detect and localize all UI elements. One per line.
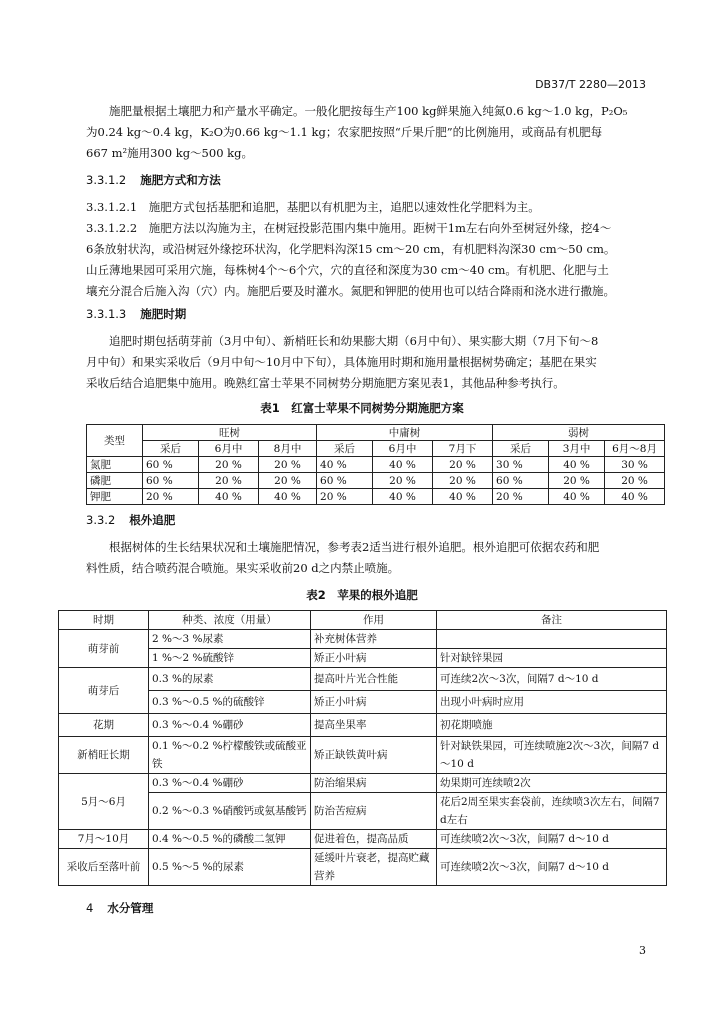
effect-cell: 矫正小叶病 xyxy=(311,649,437,668)
note-cell: 可连续2次～3次，间隔7 d～10 d xyxy=(437,668,667,691)
subheader-cell: 6月～8月 xyxy=(605,441,665,457)
page-number: 3 xyxy=(639,944,646,957)
effect-cell: 矫正小叶病 xyxy=(311,691,437,714)
kind-cell: 2 %～3 %尿素 xyxy=(149,630,311,649)
table-row xyxy=(59,668,667,691)
table-cell: 20 % xyxy=(433,473,493,489)
period-cell: 萌芽后 xyxy=(59,668,149,714)
table-row xyxy=(59,737,667,774)
clause-3-3-1-2-1 xyxy=(86,197,664,218)
kind-cell: 0.3 %～0.5 %的硫酸锌 xyxy=(149,691,311,714)
type-header: 类型 xyxy=(87,425,143,457)
para-line: 施肥量根据土壤肥力和产量水平确定。一般化肥按每生产100 kg鲜果施入纯氮0.6 kg～1.0 kg，P₂O₅ xyxy=(109,104,628,118)
table-row xyxy=(59,714,667,737)
period-cell: 花期 xyxy=(59,714,149,737)
table-cell: 20 % xyxy=(605,473,665,489)
effect-cell: 延缓叶片衰老，提高贮藏营养 xyxy=(311,849,437,886)
table-cell: 40 % xyxy=(433,489,493,505)
table-row xyxy=(87,457,665,473)
section-number: 3.3.1.2 xyxy=(86,173,127,187)
section-heading-3-3-2 xyxy=(86,512,175,528)
table-cell: 20 % xyxy=(143,489,199,505)
para-line: 山丘薄地果园可采用穴施，每株树4个～6个穴，穴的直径和深度为30 cm～40 cm。有机肥、化肥与土 xyxy=(86,263,609,277)
table-cell: 20 % xyxy=(199,457,259,473)
table-cell: 40 % xyxy=(549,457,605,473)
para-line: 壤充分混合后施入沟（穴）内。施肥后要及时灌水。氮肥和钾肥的使用也可以结合降雨和浇水进行撒施。 xyxy=(86,284,615,298)
note-cell: 花后2周至果实套袋前，连续喷3次左右，间隔7 d左右 xyxy=(437,793,667,830)
column-header: 时期 xyxy=(59,611,149,630)
table-cell: 60 % xyxy=(493,473,549,489)
kind-cell: 0.3 %～0.4 %硼砂 xyxy=(149,774,311,793)
effect-cell: 提高坐果率 xyxy=(311,714,437,737)
table-cell: 20 % xyxy=(259,473,317,489)
section-heading-3-3-1-2 xyxy=(86,172,221,188)
row-name: 磷肥 xyxy=(87,473,143,489)
period-cell: 萌芽前 xyxy=(59,630,149,668)
subheader-cell: 采后 xyxy=(493,441,549,457)
table-row xyxy=(59,691,667,714)
row-name: 氮肥 xyxy=(87,457,143,473)
section-title: 水分管理 xyxy=(107,901,154,915)
section-heading-4 xyxy=(86,900,153,916)
table-cell: 20 % xyxy=(199,473,259,489)
effect-cell: 防治苦痘病 xyxy=(311,793,437,830)
table-cell: 40 % xyxy=(549,489,605,505)
table-row xyxy=(59,774,667,793)
kind-cell: 0.3 %～0.4 %硼砂 xyxy=(149,714,311,737)
period-cell: 5月～6月 xyxy=(59,774,149,830)
table-cell: 30 % xyxy=(493,457,549,473)
section-number: 3.3.1.3 xyxy=(86,307,127,321)
table-cell: 40 % xyxy=(199,489,259,505)
foliar-fertilizer-table xyxy=(58,610,667,886)
table2-caption: 表2 苹果的根外追肥 xyxy=(306,588,418,602)
section-number: 4 xyxy=(86,901,94,915)
subheader-cell: 8月中 xyxy=(259,441,317,457)
subheader-cell: 采后 xyxy=(143,441,199,457)
table1-caption: 表1 红富士苹果不同树势分期施肥方案 xyxy=(260,401,464,415)
table-cell: 20 % xyxy=(373,473,433,489)
note-cell: 针对缺锌果园 xyxy=(437,649,667,668)
section-heading-3-3-1-3 xyxy=(86,306,186,322)
para-line: 为0.24 kg～0.4 kg，K₂O为0.66 kg～1.1 kg；农家肥按照“斤果斤肥”的比例施用，或商品有机肥每 xyxy=(86,125,603,139)
para-line: 根据树体的生长结果状况和土壤施肥情况，参考表2适当进行根外追肥。根外追肥可依据农药和肥 xyxy=(109,540,600,554)
table-row xyxy=(59,649,667,668)
table-row xyxy=(59,830,667,849)
para-line: 月中旬）和果实采收后（9月中旬～10月中下旬），具体施用时期和施用量根据树势确定；基肥在果实 xyxy=(86,355,597,369)
effect-cell: 补充树体营养 xyxy=(311,630,437,649)
group-header: 弱树 xyxy=(493,425,665,441)
para-line: 3.3.1.2.2 施肥方法以沟施为主，在树冠投影范围内集中施用。距树干1m左右向外至树冠外缘，挖4～ xyxy=(86,221,612,235)
subheader-cell: 3月中 xyxy=(549,441,605,457)
kind-cell: 0.4 %～0.5 %的磷酸二氢钾 xyxy=(149,830,311,849)
clause-3-3-1-2-2 xyxy=(86,218,664,302)
period-cell: 新梢旺长期 xyxy=(59,737,149,774)
table-cell: 20 % xyxy=(493,489,549,505)
period-cell: 采收后至落叶前 xyxy=(59,849,149,886)
section-title: 根外追肥 xyxy=(129,513,176,527)
para-line: 采收后结合追肥集中施用。晚熟红富士苹果不同树势分期施肥方案见表1，其他品种参考执行。 xyxy=(86,376,565,390)
period-cell: 7月～10月 xyxy=(59,830,149,849)
kind-cell: 1 %～2 %硫酸锌 xyxy=(149,649,311,668)
table-cell: 20 % xyxy=(549,473,605,489)
para-line: 料性质，结合喷药混合喷施。果实采收前20 d之内禁止喷施。 xyxy=(86,561,400,575)
fertilization-plan-table xyxy=(86,424,665,505)
para-line: 6条放射状沟，或沿树冠外缘挖环状沟，化学肥料沟深15 cm～20 cm，有机肥料沟深30 cm～50 cm。 xyxy=(86,242,616,256)
note-cell: 可连续喷2次～3次，间隔7 d～10 d xyxy=(437,849,667,886)
table-row xyxy=(87,489,665,505)
table-cell: 40 % xyxy=(317,457,373,473)
note-cell xyxy=(437,630,667,649)
column-header: 作用 xyxy=(311,611,437,630)
subheader-cell: 采后 xyxy=(317,441,373,457)
table-cell: 40 % xyxy=(373,457,433,473)
table-cell: 20 % xyxy=(317,489,373,505)
note-cell: 出现小叶病时应用 xyxy=(437,691,667,714)
fertilizing-period-paragraph xyxy=(86,331,664,394)
table-row xyxy=(59,630,667,649)
para-line: 追肥时期包括萌芽前（3月中旬）、新梢旺长和幼果膨大期（6月中旬）、果实膨大期（7月下旬～8 xyxy=(109,334,599,348)
subheader-cell: 6月中 xyxy=(199,441,259,457)
table-header-row xyxy=(59,611,667,630)
row-name: 钾肥 xyxy=(87,489,143,505)
group-header: 中庸树 xyxy=(317,425,493,441)
table-cell: 40 % xyxy=(605,489,665,505)
table-row xyxy=(59,849,667,886)
kind-cell: 0.2 %～0.3 %硝酸钙或氨基酸钙 xyxy=(149,793,311,830)
table-cell: 60 % xyxy=(143,473,199,489)
section-title: 施肥方式和方法 xyxy=(140,173,221,187)
section-title: 施肥时期 xyxy=(140,307,187,321)
table-cell: 30 % xyxy=(605,457,665,473)
effect-cell: 防治缩果病 xyxy=(311,774,437,793)
subheader-cell: 7月下 xyxy=(433,441,493,457)
kind-cell: 0.1 %～0.2 %柠檬酸铁或硫酸亚铁 xyxy=(149,737,311,774)
clause-text: 施肥方式包括基肥和追肥，基肥以有机肥为主，追肥以速效性化学肥料为主。 xyxy=(148,200,540,214)
table-cell: 60 % xyxy=(317,473,373,489)
subheader-cell: 6月中 xyxy=(373,441,433,457)
para-line: 667 m²施用300 kg～500 kg。 xyxy=(86,146,253,160)
note-cell: 针对缺铁果园，可连续喷施2次～3次，间隔7 d～10 d xyxy=(437,737,667,774)
document-id: DB37/T 2280—2013 xyxy=(535,78,646,91)
table-cell: 20 % xyxy=(259,457,317,473)
fertilizer-amount-paragraph xyxy=(86,101,664,164)
foliar-fertilization-paragraph xyxy=(86,537,664,579)
clause-number: 3.3.1.2.1 xyxy=(86,200,138,214)
table-row xyxy=(87,473,665,489)
effect-cell: 促进着色，提高品质 xyxy=(311,830,437,849)
section-number: 3.3.2 xyxy=(86,513,116,527)
table-cell: 40 % xyxy=(373,489,433,505)
column-header: 备注 xyxy=(437,611,667,630)
note-cell: 初花期喷施 xyxy=(437,714,667,737)
note-cell: 幼果期可连续喷2次 xyxy=(437,774,667,793)
table-cell: 40 % xyxy=(259,489,317,505)
group-header: 旺树 xyxy=(143,425,317,441)
effect-cell: 矫正缺铁黄叶病 xyxy=(311,737,437,774)
note-cell: 可连续喷2次～3次，间隔7 d～10 d xyxy=(437,830,667,849)
effect-cell: 提高叶片光合性能 xyxy=(311,668,437,691)
column-header: 种类、浓度（用量） xyxy=(149,611,311,630)
table-cell: 20 % xyxy=(433,457,493,473)
table-cell: 60 % xyxy=(143,457,199,473)
kind-cell: 0.3 %的尿素 xyxy=(149,668,311,691)
table-row xyxy=(59,793,667,830)
kind-cell: 0.5 %～5 %的尿素 xyxy=(149,849,311,886)
